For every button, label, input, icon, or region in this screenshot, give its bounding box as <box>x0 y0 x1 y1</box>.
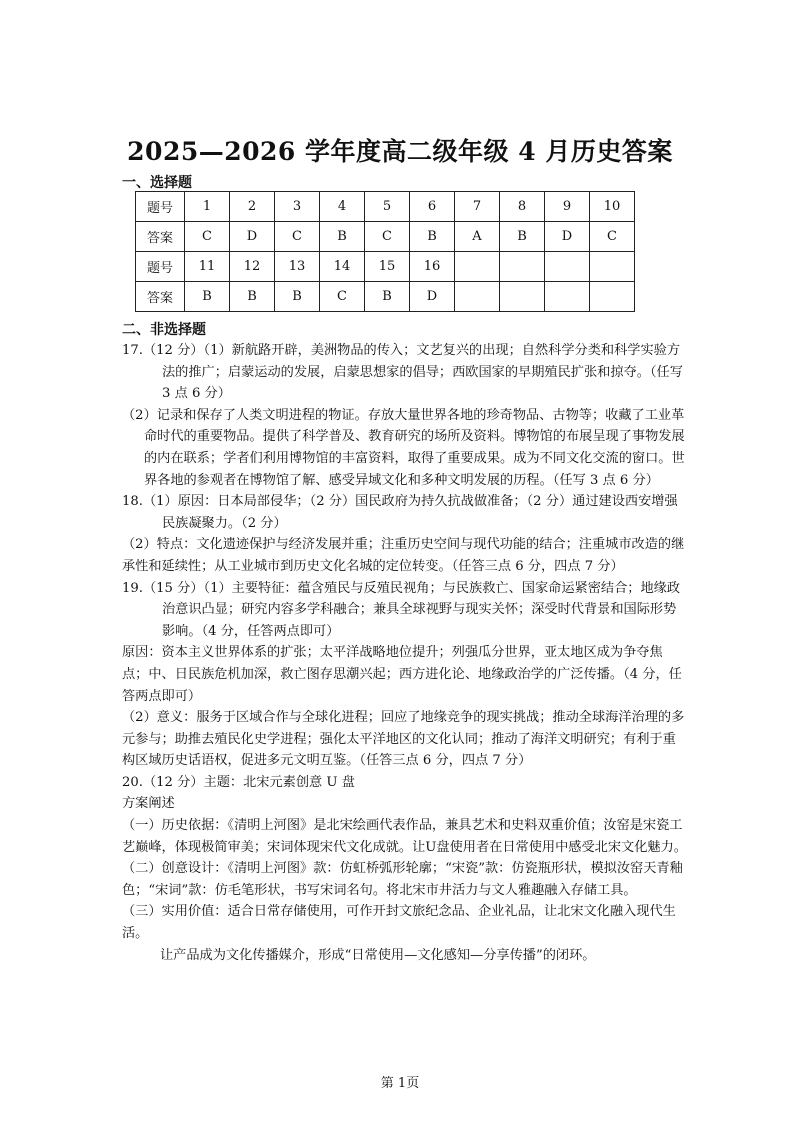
table-cell: C <box>185 222 230 252</box>
table-cell <box>545 282 590 312</box>
q17-part1: 17.（12 分）（1）新航路开辟，美洲物品的传入；文艺复兴的出现；自然科学分类和科学实验方法的推广；启蒙运动的发展，启蒙思想家的倡导；西欧国家的早期殖民扩张和掠夺。（任写 3 点 6 分） <box>122 343 683 402</box>
table-cell: C <box>320 282 365 312</box>
q20-value: （三）实用价值：适合日常存储使用，可作开封文旅纪念品、企业礼品，让北宋文化融入现代生活。 <box>122 904 676 942</box>
table-row <box>136 192 635 222</box>
table-cell: B <box>320 222 365 252</box>
table-cell: D <box>545 222 590 252</box>
table-row <box>136 282 635 312</box>
table-cell <box>545 252 590 282</box>
q18-part1: 18.（1）原因：日本局部侵华；（2 分）国民政府为持久抗战做准备；（2 分）通过建设西安增强民族凝聚力。（2 分） <box>122 494 678 531</box>
table-cell: 11 <box>185 252 230 282</box>
page-title: 2025—2026 学年度高二级年级 4 月历史答案 <box>127 137 673 166</box>
table-cell: 10 <box>590 192 635 222</box>
table-cell: 12 <box>230 252 275 282</box>
q20-design: （二）创意设计：《清明上河图》款：仿虹桥弧形轮廓；“宋瓷”款：仿瓷瓶形状，模拟汝窑天青釉色；“宋词”款：仿毛笔形状，书写宋词名句。将北宋市井活力与文人雅趣融入存储工具。 <box>122 861 683 898</box>
table-cell <box>590 252 635 282</box>
table-cell: B <box>410 222 455 252</box>
q20-summary: 让产品成为文化传播媒介，形成“日常使用—文化感知—分享传播”的闭环。 <box>160 947 596 963</box>
table-cell: B <box>275 282 320 312</box>
table-cell: C <box>365 222 410 252</box>
section-heading-choice: 一、选择题 <box>122 175 192 191</box>
table-cell <box>500 252 545 282</box>
table-row-header: 答案 <box>136 222 185 252</box>
table-cell: 5 <box>365 192 410 222</box>
q18-part2: （2）特点：文化遗迹保护与经济发展并重；注重历史空间与现代功能的结合；注重城市改造的继承性和延续性；从工业城市到历史文化名城的定位转变。（任答三点 6 分，四点 7 分） <box>122 537 685 574</box>
table-cell: 4 <box>320 192 365 222</box>
answer-body <box>122 340 687 966</box>
table-cell <box>455 252 500 282</box>
q20-basis: （一）历史依据：《清明上河图》是北宋绘画代表作品，兼具艺术和史料双重价值；汝窑是宋瓷工艺巅峰，体现极简审美；宋词体现宋代文化成就。让U盘使用者在日常使用中感受北宋文化魅力。 <box>122 818 687 855</box>
page-number: 第 1页 <box>380 1076 420 1091</box>
table-row-header: 题号 <box>136 192 185 222</box>
section-heading-nonchoice: 二、非选择题 <box>122 322 206 338</box>
table-row-header: 答案 <box>136 282 185 312</box>
table-cell: B <box>500 222 545 252</box>
table-row-header: 题号 <box>136 252 185 282</box>
q19-part2: （2）意义：服务于区域合作与全球化进程；回应了地缘竞争的现实挑战；推动全球海洋治理的多元参与；助推去殖民化史学进程；强化太平洋地区的文化认同；推动了海洋文明研究；有利于重构区域历史话语权，促进多元文明互鉴。（任答三点 6 分，四点 7 分） <box>122 710 685 769</box>
table-cell: 14 <box>320 252 365 282</box>
table-cell: B <box>365 282 410 312</box>
table-cell: 13 <box>275 252 320 282</box>
table-cell: A <box>455 222 500 252</box>
table-row <box>136 252 635 282</box>
table-cell: C <box>275 222 320 252</box>
table-cell: C <box>590 222 635 252</box>
table-cell <box>455 282 500 312</box>
table-cell: 16 <box>410 252 455 282</box>
q19-reasons: 原因：资本主义世界体系的扩张；太平洋战略地位提升；列强瓜分世界，亚太地区成为争夺焦点；中、日民族危机加深，救亡图存思潮兴起；西方进化论、地缘政治学的广泛传播。（4 分，任答两点即可） <box>122 645 682 704</box>
table-cell: 1 <box>185 192 230 222</box>
table-row <box>136 222 635 252</box>
q19-part1: 19.（15 分）（1）主要特征：蕴含殖民与反殖民视角；与民族救亡、国家命运紧密结合；地缘政治意识凸显；研究内容多学科融合；兼具全球视野与现实关怀；深受时代背景和国际形势影响。（4 分，任答两点即可） <box>122 580 681 639</box>
q20-plan-heading: 方案阐述 <box>122 796 175 812</box>
table-cell: D <box>230 222 275 252</box>
table-cell: 9 <box>545 192 590 222</box>
q17-part2: （2）记录和保存了人类文明进程的物证。存放大量世界各地的珍奇物品、古物等；收藏了工业革命时代的重要物品。提供了科学普及、教育研究的场所及资料。博物馆的布展呈现了事物发展的内在联系；学者们利用博物馆的丰富资料，取得了重要成果。成为不同文化交流的窗口。世界各地的参观者在博物馆了解、感受异域文化和多种文明发展的历程。（任写 3 点 6 分） <box>122 407 685 488</box>
q20-theme: 20.（12 分）主题：北宋元素创意 U 盘 <box>122 774 355 790</box>
table-cell: 2 <box>230 192 275 222</box>
table-cell: B <box>185 282 230 312</box>
table-cell <box>590 282 635 312</box>
table-cell: 3 <box>275 192 320 222</box>
table-cell: D <box>410 282 455 312</box>
table-cell <box>500 282 545 312</box>
table-cell: 6 <box>410 192 455 222</box>
table-cell: 7 <box>455 192 500 222</box>
table-cell: 8 <box>500 192 545 222</box>
answer-table <box>135 191 635 312</box>
table-cell: B <box>230 282 275 312</box>
table-cell: 15 <box>365 252 410 282</box>
